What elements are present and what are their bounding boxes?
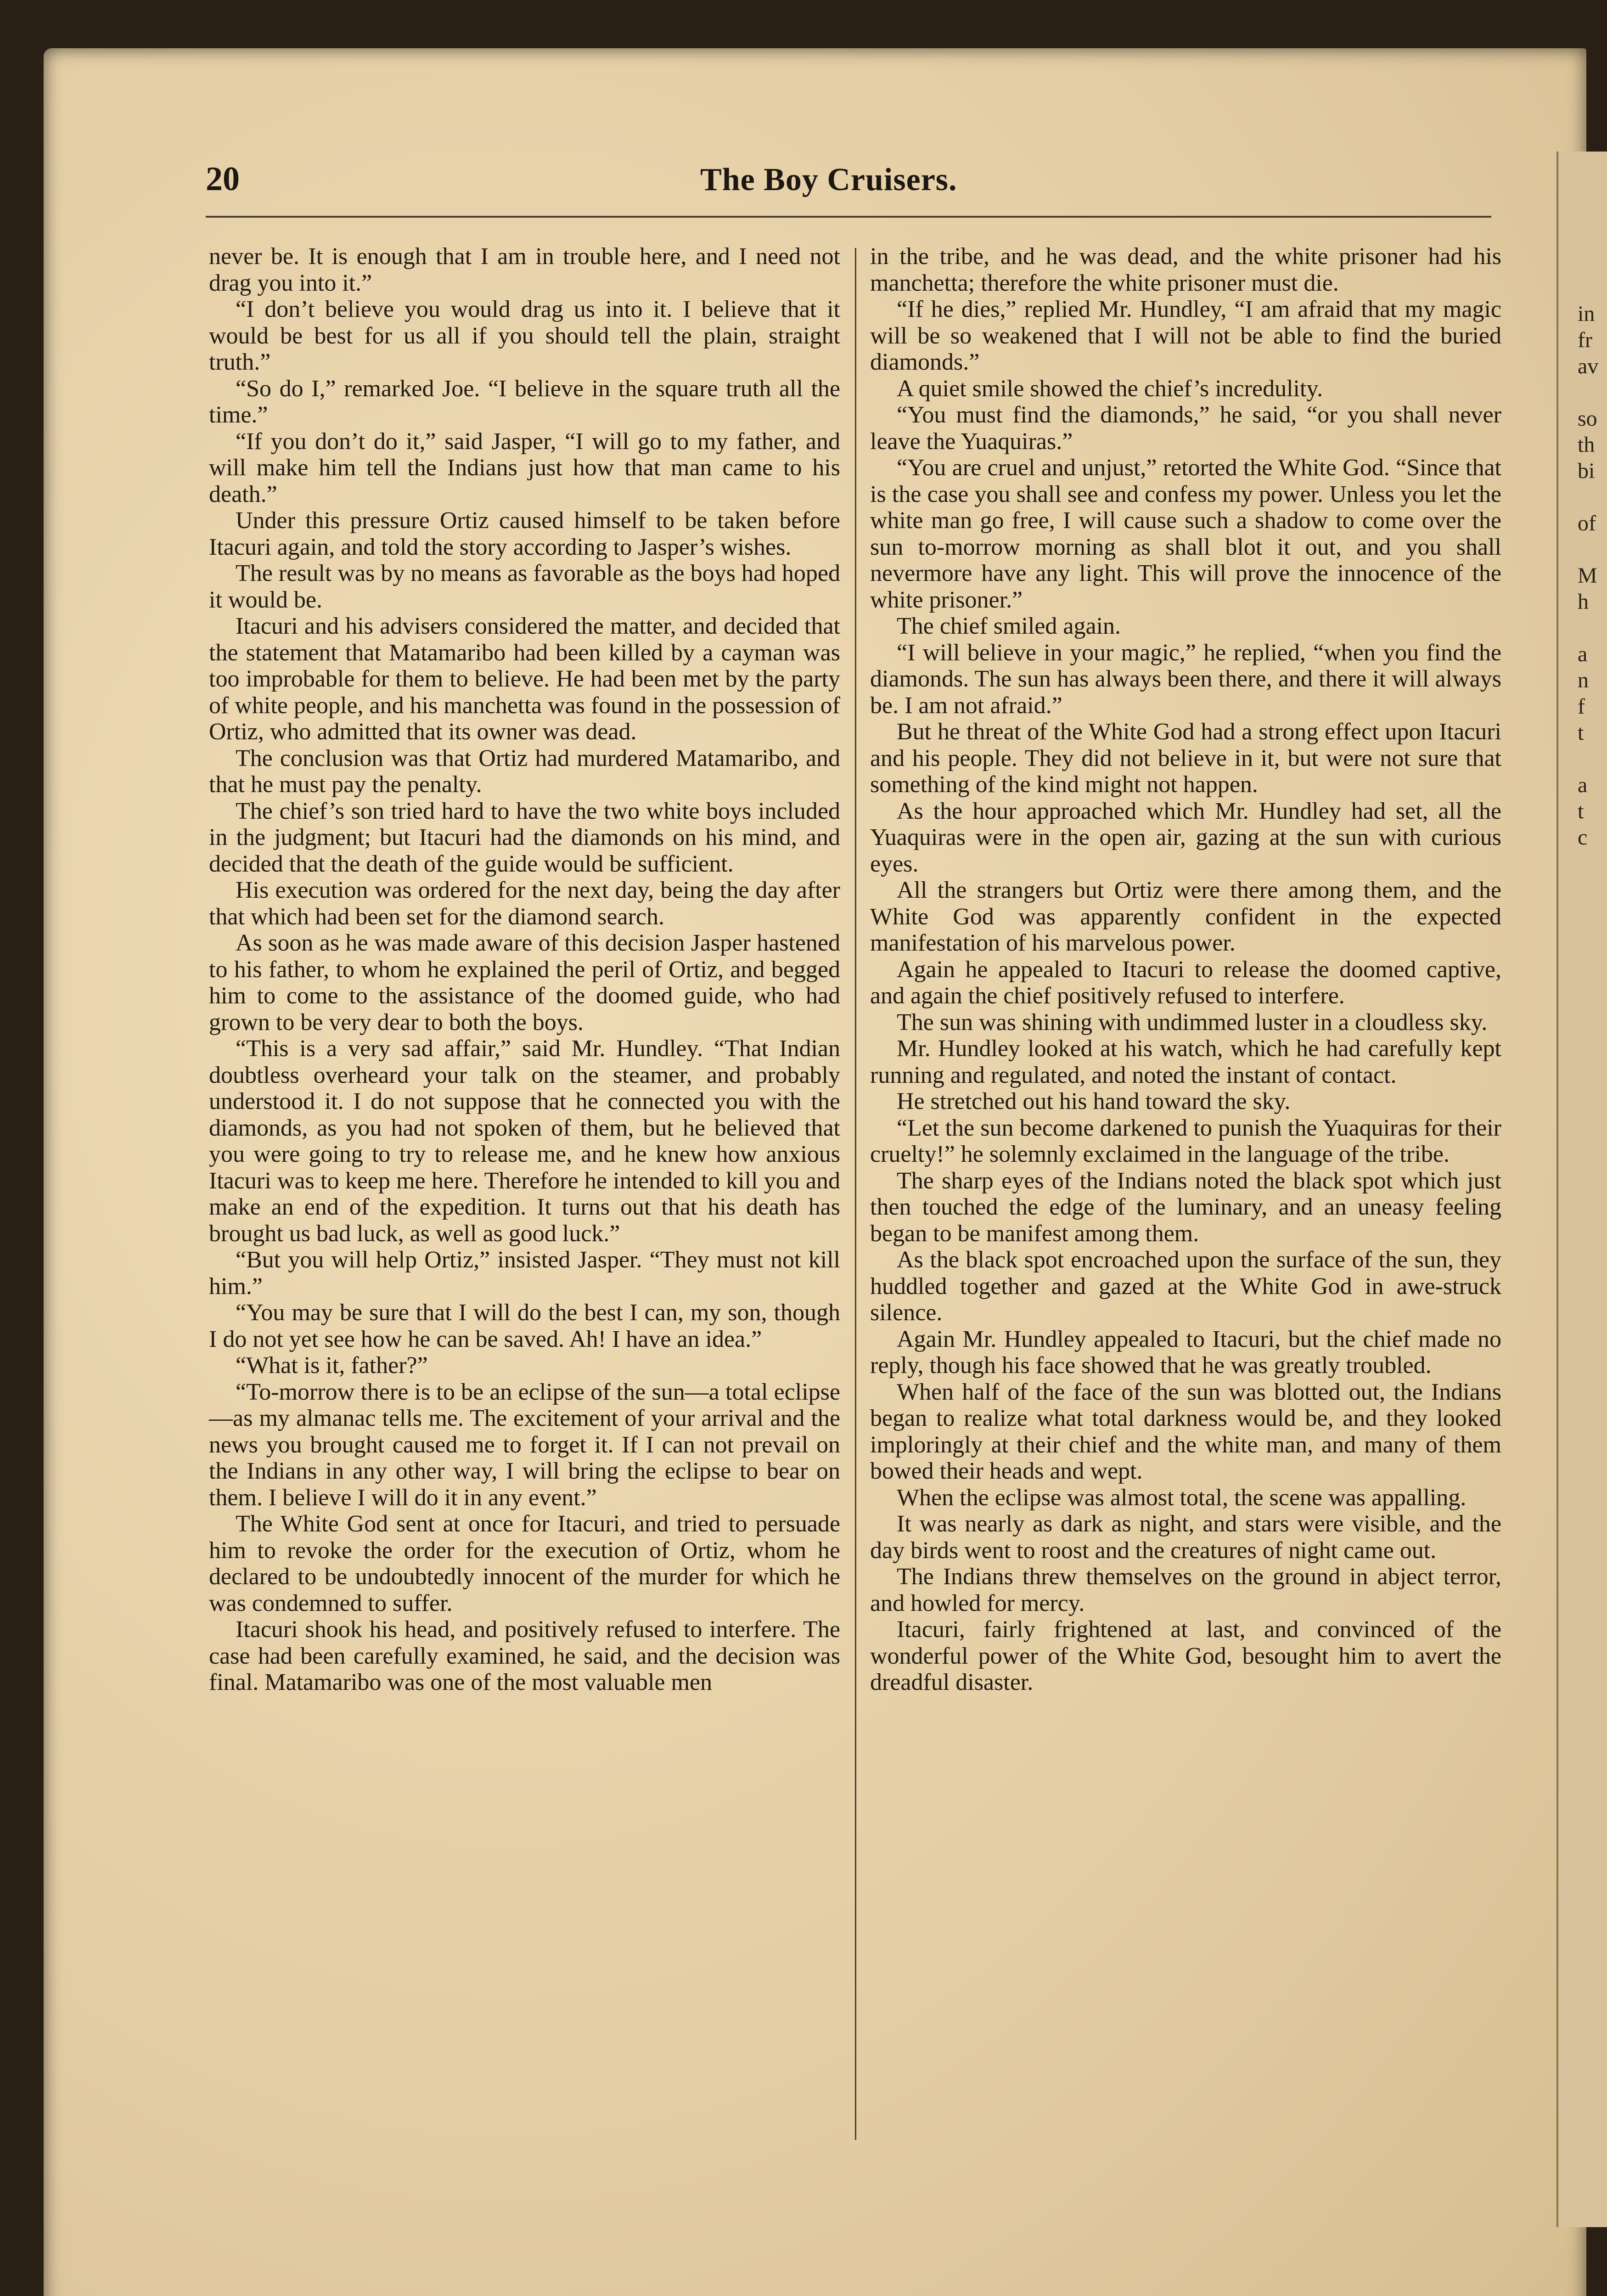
adjacent-page-text: h xyxy=(1578,590,1589,614)
paragraph: Mr. Hundley looked at his watch, which he had carefully kept running and regulated, and noted the instant of contact. xyxy=(870,1035,1501,1088)
paragraph: Under this pressure Ortiz caused himself to be taken before Itacuri again, and told the story according to Jasper’s wishes. xyxy=(209,507,840,560)
adjacent-page-text: in xyxy=(1578,302,1595,326)
left-column xyxy=(209,243,840,1696)
paragraph: The White God sent at once for Itacuri, and tried to persuade him to revoke the order for the execution of Ortiz, whom he declared to be undoubtedly innocent of the murder for which he was condemned to suffer. xyxy=(209,1511,840,1616)
paragraph: “Let the sun become darkened to punish the Yuaquiras for their cruelty!” he solemnly exclaimed in the language of the tribe. xyxy=(870,1114,1501,1167)
running-title: The Boy Cruisers. xyxy=(700,162,957,197)
paragraph: “I don’t believe you would drag us into it. I believe that it would be best for us all if you should tell the plain, straight truth.” xyxy=(209,296,840,375)
paragraph: The conclusion was that Ortiz had murdered Matamaribo, and that he must pay the penalty. xyxy=(209,745,840,798)
adjacent-page-text: th xyxy=(1578,433,1595,457)
adjacent-page-text: so xyxy=(1578,406,1597,431)
paragraph: “If he dies,” replied Mr. Hundley, “I am afraid that my magic will be so weakened that I will not be able to find the buried diamonds.” xyxy=(870,296,1501,375)
paragraph: As the black spot encroached upon the surface of the sun, they huddled together and gazed at the White God in awe-struck silence. xyxy=(870,1247,1501,1326)
adjacent-page-text: of xyxy=(1578,511,1596,535)
paragraph: His execution was ordered for the next day, being the day after that which had been set for the diamond search. xyxy=(209,877,840,930)
paragraph: The result was by no means as favorable as the boys had hoped it would be. xyxy=(209,560,840,613)
adjacent-page-text: t xyxy=(1578,720,1584,745)
adjacent-page-text: M xyxy=(1578,563,1597,588)
paragraph: As soon as he was made aware of this decision Jasper hastened to his father, to whom he explained the peril of Ortiz, and begged him to come to the assistance of the doomed guide, who had grown to be very dear to both the boys. xyxy=(209,930,840,1035)
paragraph: Again Mr. Hundley appealed to Itacuri, but the chief made no reply, though his face showed that he was greatly troubled. xyxy=(870,1326,1501,1379)
paragraph: “You are cruel and unjust,” retorted the White God. “Since that is the case you shall see and confess my power. Unless you let the white man go free, I will cause such a shadow to come over the sun to-morrow morning as shall blot it out, and you shall nevermore have any light. This will prove the innocence of the white prisoner.” xyxy=(870,455,1501,613)
paragraph: “This is a very sad affair,” said Mr. Hundley. “That Indian doubtless overheard your talk on the steamer, and probably understood it. I do not suppose that he connected you with the diamonds, as you had not spoken of them, but he believed that you were going to try to release me, and he knew how anxious Itacuri was to keep me here. Therefore he intended to kill you and make an end of the expedition. It turns out that his death has brought us bad luck, as well as good luck.” xyxy=(209,1035,840,1247)
paragraph: “You must find the diamonds,” he said, “or you shall never leave the Yuaquiras.” xyxy=(870,402,1501,455)
adjacent-page-edge xyxy=(1556,152,1607,2227)
paragraph: But he threat of the White God had a strong effect upon Itacuri and his people. They did not believe in it, but were not sure that something of the kind might not happen. xyxy=(870,719,1501,798)
adjacent-page-text: a xyxy=(1578,642,1588,666)
paragraph: “To-morrow there is to be an eclipse of the sun—a total eclipse—as my almanac tells me. The excitement of your arrival and the news you brought caused me to forget it. If I can not prevail on the Indians in any other way, I will bring the eclipse to bear on them. I believe I will do it in any event.” xyxy=(209,1379,840,1511)
header-rule xyxy=(206,216,1491,218)
paragraph: “I will believe in your magic,” he replied, “when you find the diamonds. The sun has always been there, and there it will always be. I am not afraid.” xyxy=(870,639,1501,719)
column-divider xyxy=(855,248,856,2140)
paragraph: never be. It is enough that I am in trouble here, and I need not drag you into it.” xyxy=(209,243,840,296)
paragraph: It was nearly as dark as night, and stars were visible, and the day birds went to roost and the creatures of night came out. xyxy=(870,1511,1501,1564)
right-column xyxy=(870,243,1501,1696)
paragraph: When the eclipse was almost total, the scene was appalling. xyxy=(897,1484,1467,1511)
paragraph: A quiet smile showed the chief’s incredulity. xyxy=(897,375,1323,402)
paragraph: in the tribe, and he was dead, and the white prisoner had his manchetta; therefore the white prisoner must die. xyxy=(870,243,1501,296)
paragraph: The chief smiled again. xyxy=(897,613,1121,639)
page-number: 20 xyxy=(206,160,240,198)
paragraph: The sharp eyes of the Indians noted the black spot which just then touched the edge of the luminary, and an uneasy feeling began to be manifest among them. xyxy=(870,1167,1501,1247)
paragraph: “But you will help Ortiz,” insisted Jasper. “They must not kill him.” xyxy=(209,1247,840,1300)
paragraph: The Indians threw themselves on the ground in abject terror, and howled for mercy. xyxy=(870,1564,1501,1616)
adjacent-page-text: bi xyxy=(1578,459,1595,483)
paragraph: “So do I,” remarked Joe. “I believe in the square truth all the time.” xyxy=(209,375,840,428)
adjacent-page-text: fr xyxy=(1578,328,1592,352)
paragraph: Itacuri, fairly frightened at last, and convinced of the wonderful power of the White God, besought him to avert the dreadful disaster. xyxy=(870,1616,1501,1695)
paragraph: The sun was shining with undimmed luster in a cloudless sky. xyxy=(897,1009,1488,1035)
paragraph: Again he appealed to Itacuri to release the doomed captive, and again the chief positively refused to interfere. xyxy=(870,956,1501,1009)
adjacent-page-text: av xyxy=(1578,354,1599,378)
paragraph: Itacuri and his advisers considered the matter, and decided that the statement that Matamaribo had been killed by a cayman was too improbable for them to believe. He had been met by the party of white people, and his manchetta was found in the possession of Ortiz, who admitted that its owner was dead. xyxy=(209,613,840,745)
paragraph: He stretched out his hand toward the sky. xyxy=(897,1088,1291,1114)
adjacent-page-text: n xyxy=(1578,668,1589,692)
adjacent-page-text: t xyxy=(1578,799,1584,823)
paragraph: When half of the face of the sun was blotted out, the Indians began to realize what total darkness would be, and they looked imploringly at their chief and the white man, and many of them bowed their heads and wept. xyxy=(870,1379,1501,1484)
paragraph: “What is it, father?” xyxy=(236,1352,428,1379)
adjacent-page-text: c xyxy=(1578,825,1588,850)
paragraph: The chief’s son tried hard to have the two white boys included in the judgment; but Itacuri had the diamonds on his mind, and decided that the death of the guide would be sufficient. xyxy=(209,798,840,877)
paragraph: Itacuri shook his head, and positively refused to interfere. The case had been carefully examined, he said, and the decision was final. Matamaribo was one of the most valuable men xyxy=(209,1616,840,1695)
paragraph: “If you don’t do it,” said Jasper, “I will go to my father, and will make him tell the Indians just how that man came to his death.” xyxy=(209,428,840,507)
paragraph: All the strangers but Ortiz were there among them, and the White God was apparently confident in the expected manifestation of his marvelous power. xyxy=(870,877,1501,956)
adjacent-page-text: a xyxy=(1578,773,1588,797)
paragraph: “You may be sure that I will do the best I can, my son, though I do not yet see how he can be saved. Ah! I have an idea.” xyxy=(209,1300,840,1352)
adjacent-page-text: f xyxy=(1578,694,1585,719)
paragraph: As the hour approached which Mr. Hundley had set, all the Yuaquiras were in the open air, gazing at the sun with curious eyes. xyxy=(870,798,1501,877)
